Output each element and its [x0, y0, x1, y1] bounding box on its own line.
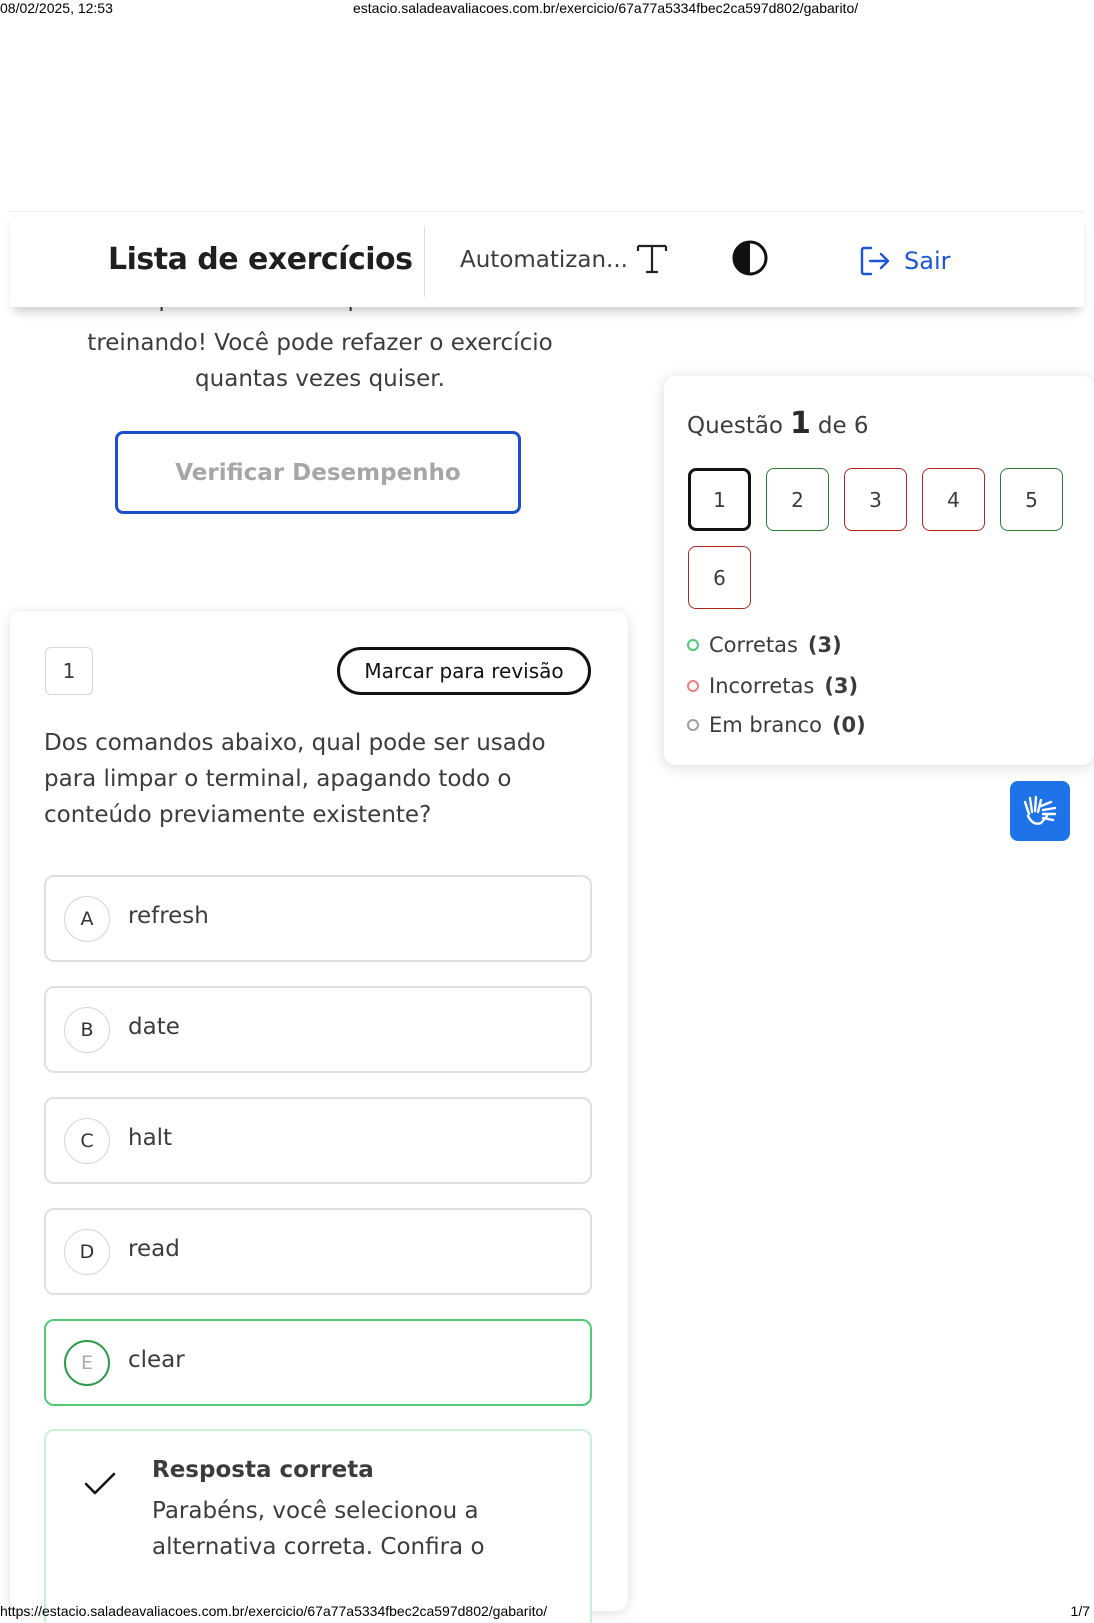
- option-text: read: [128, 1236, 180, 1262]
- legend-incorrect-count: (3): [824, 674, 859, 698]
- print-footer: [0, 1603, 1094, 1619]
- legend-correct-label: Corretas: [709, 633, 798, 657]
- contrast-icon[interactable]: [731, 239, 769, 277]
- print-url-footer: https://estacio.saladeavaliacoes.com.br/exercicio/67a77a5334fbec2ca597d802/gabarito/: [0, 1603, 548, 1619]
- option-text: halt: [128, 1125, 173, 1151]
- question-number: 1: [45, 647, 93, 695]
- option-a[interactable]: [44, 875, 592, 962]
- option-e[interactable]: [44, 1319, 592, 1406]
- navigator-suffix: de 6: [817, 413, 869, 439]
- question-text: Dos comandos abaixo, qual pode ser usado para limpar o terminal, apagando todo o conteúdo previamente existente?: [44, 730, 546, 828]
- page-title: Lista de exercícios: [108, 242, 413, 277]
- navigator-current: 1: [790, 406, 811, 441]
- legend-correct: [687, 633, 842, 657]
- print-header: [0, 0, 1094, 16]
- answer-feedback: [44, 1429, 592, 1623]
- legend-incorrect-label: Incorretas: [709, 674, 815, 698]
- question-navigator: [664, 376, 1094, 765]
- course-name[interactable]: Automatizan...: [460, 247, 628, 273]
- sign-language-icon: [1021, 792, 1059, 830]
- option-text: date: [128, 1014, 180, 1040]
- question-button-2[interactable]: 2: [766, 468, 829, 531]
- print-datetime: 08/02/2025, 12:53: [0, 0, 113, 16]
- question-card: [10, 611, 628, 1611]
- question-button-6[interactable]: 6: [688, 546, 751, 609]
- option-d[interactable]: [44, 1208, 592, 1295]
- red-dot-icon: [687, 680, 699, 692]
- top-bar: [10, 211, 1084, 307]
- legend-blank-label: Em branco: [709, 713, 822, 737]
- check-icon: [82, 1465, 118, 1501]
- navigator-prefix: Questão: [687, 413, 783, 439]
- legend-incorrect: [687, 674, 858, 698]
- option-letter: C: [64, 1118, 110, 1164]
- green-dot-icon: [687, 639, 699, 651]
- legend-blank-count: (0): [831, 713, 866, 737]
- legend-correct-count: (3): [807, 633, 842, 657]
- print-page-count: 1/7: [1070, 1603, 1090, 1619]
- sign-language-button[interactable]: [1010, 781, 1070, 841]
- question-button-5[interactable]: 5: [1000, 468, 1063, 531]
- option-letter: E: [64, 1340, 110, 1386]
- option-b[interactable]: [44, 986, 592, 1073]
- print-url-header: estacio.saladeavaliacoes.com.br/exercicio/67a77a5334fbec2ca597d802/gabarito/: [353, 0, 859, 16]
- question-button-4[interactable]: 4: [922, 468, 985, 531]
- legend-blank: [687, 713, 866, 737]
- option-letter: A: [64, 896, 110, 942]
- intro-text: treinando! Você pode refazer o exercício quantas vezes quiser.: [87, 330, 553, 392]
- question-button-3[interactable]: 3: [844, 468, 907, 531]
- question-button-1[interactable]: 1: [688, 468, 751, 531]
- answer-description: Parabéns, você selecionou a alternativa correta. Confira o: [152, 1498, 485, 1560]
- divider: [424, 227, 425, 297]
- option-text: clear: [128, 1347, 185, 1373]
- option-c[interactable]: [44, 1097, 592, 1184]
- mark-review-button[interactable]: Marcar para revisão: [337, 647, 591, 695]
- logout-icon: [858, 244, 892, 278]
- logout-button[interactable]: [858, 241, 950, 281]
- logout-label: Sair: [904, 247, 951, 275]
- navigator-heading: [687, 406, 869, 441]
- option-text: refresh: [128, 903, 209, 929]
- gray-dot-icon: [687, 719, 699, 731]
- option-letter: B: [64, 1007, 110, 1053]
- verify-performance-button[interactable]: Verificar Desempenho: [115, 431, 521, 514]
- answer-title: Resposta correta: [152, 1457, 374, 1483]
- option-letter: D: [64, 1229, 110, 1275]
- font-size-icon[interactable]: [634, 240, 670, 276]
